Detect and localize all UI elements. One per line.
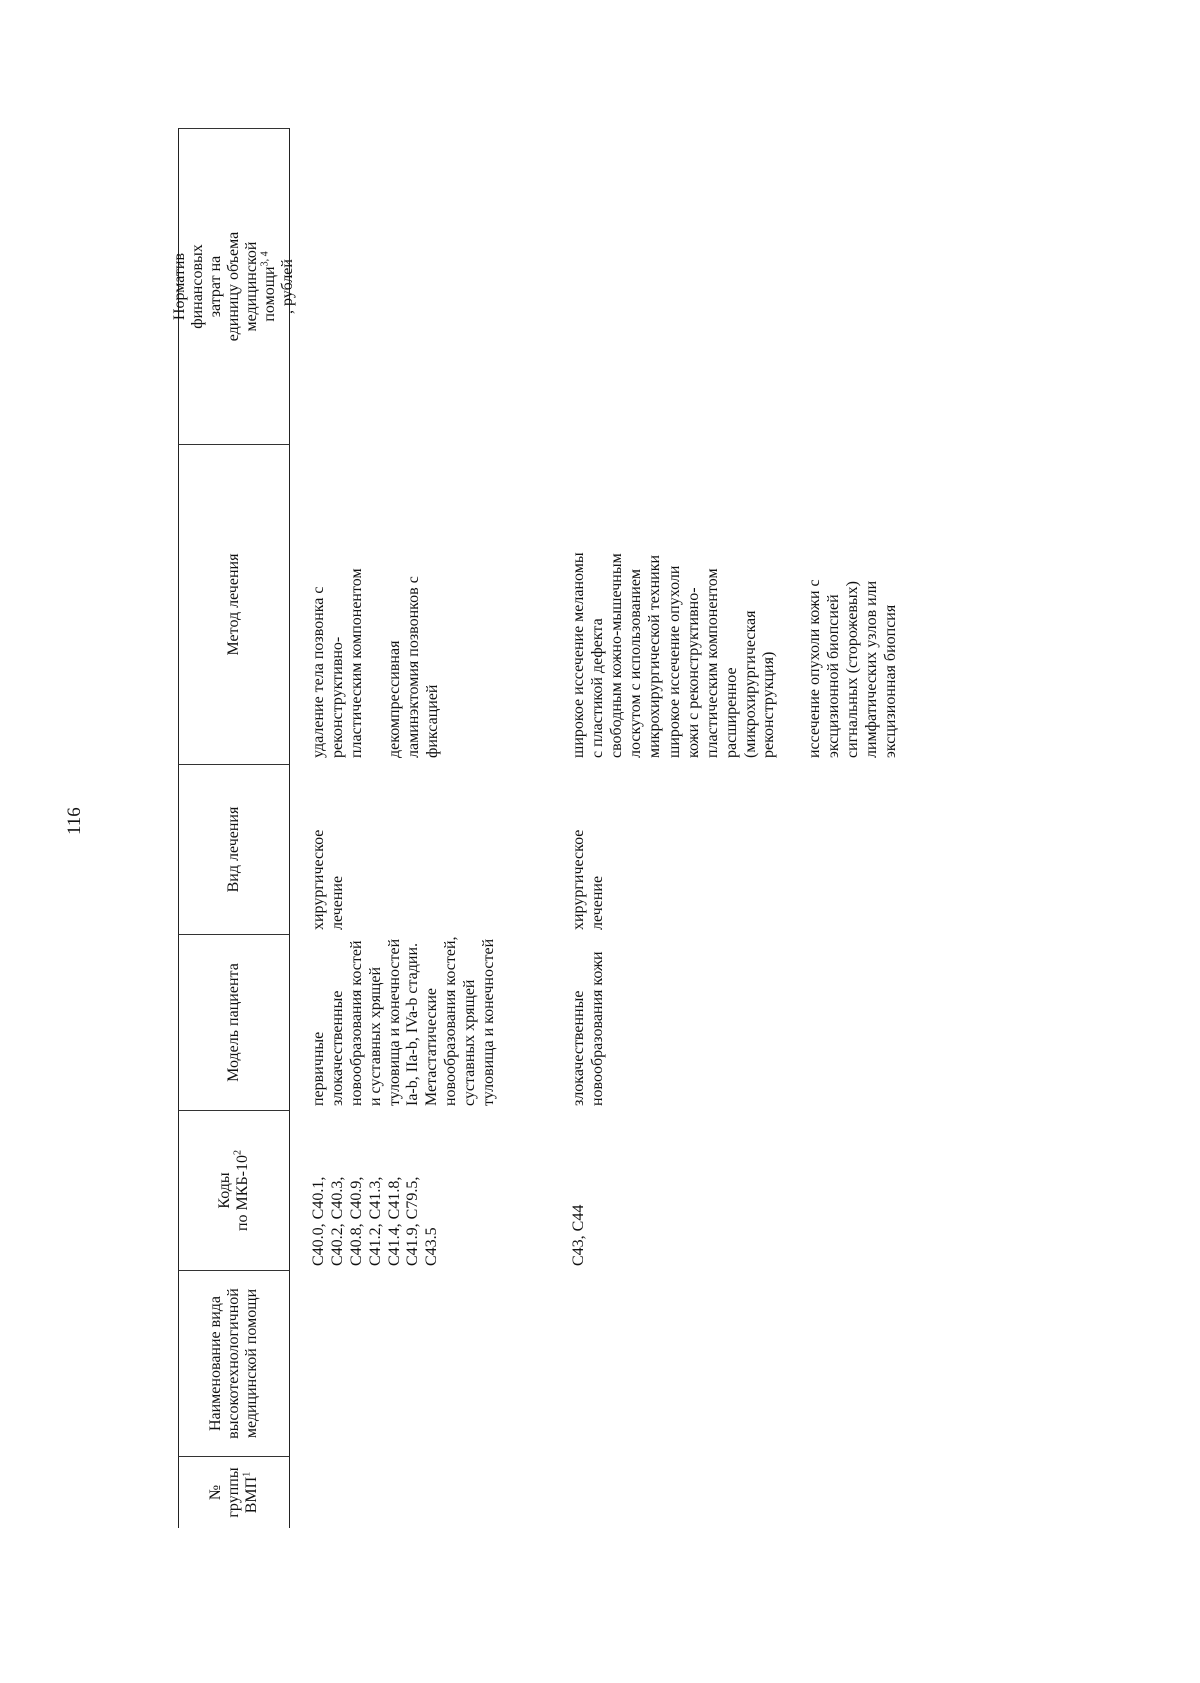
header-treatment-type: Вид лечения [178,764,290,934]
row-1-treatment-type: хирургическое лечение [310,829,346,930]
header-treatment-method: Метод лечения [178,444,290,764]
header-codes: Коды по МКБ-$10^2$ [178,1110,290,1270]
row-1-patient-model: первичные злокачественные новообразования костей и суставных хрящей туловища и конечностей Ia-b, IIa-b, IVa-b стадии. Метастатические новообразования костей, суставных хрящей туловища и конечностей [310,936,497,1106]
row-2-method-2: широкое иссечение опухоли кожи с реконструктивно- пластическим компонентом расширенное (микрохирургическая реконструкция) [666,565,778,758]
header-cost-norm: Норматив финансовых затрат на единицу объема медицинской помощи$^{3, 4}$ , рублей [178,128,290,444]
row-2-method-3: иссечение опухоли кожи с эксцизионной биопсией сигнальных (сторожевых) лимфатических узлов или эксцизионная биопсия [806,579,899,758]
row-2-patient-model: злокачественные новообразования кожи [570,951,606,1106]
header-vmp-name: Наименование вида высокотехнологичной медицинской помощи [178,1270,290,1456]
rotated-table [171,128,1038,1528]
row-2-method-1: широкое иссечение меланомы с пластикой дефекта свободным кожно-мышечным лоскутом с использованием микрохирургической техники [570,552,663,758]
page-number: 116 [64,807,85,835]
row-2-codes: C43, C44 [570,1204,587,1266]
row-1-method-2: декомпрессивная ламинэктомия позвонков с фиксацией [386,576,441,758]
row-1-codes: C40.0, C40.1, C40.2, C40.3, C40.8, C40.9, C41.2, C41.3, C41.4, C41.8, C41.9, C79.5, C43.5 [310,1176,441,1266]
treatment-table [171,128,1038,1528]
row-1-method-1: удаление тела позвонка с реконструктивно- пластическим компонентом [310,568,365,758]
header-patient-model: Модель пациента [178,934,290,1110]
table-body [290,128,1036,1528]
header-group-no: № группы ВМП$^1$ [178,1456,290,1528]
row-2-treatment-type: хирургическое лечение [570,829,606,930]
